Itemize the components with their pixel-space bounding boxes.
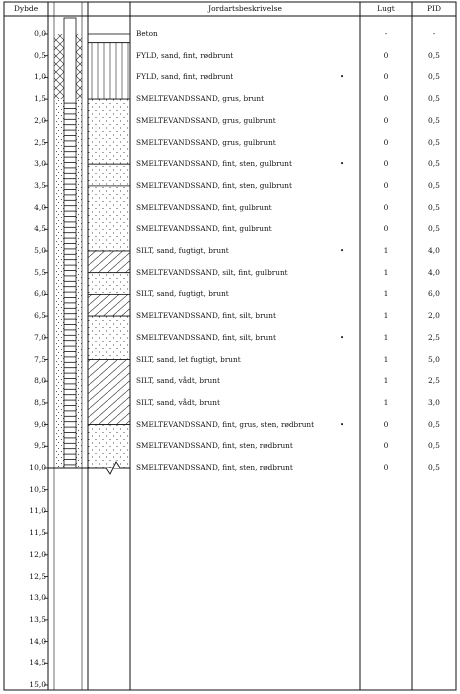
lugt-value: 0 <box>383 159 389 169</box>
pid-value: 3,0 <box>428 397 440 407</box>
sample-mark: • <box>340 160 345 169</box>
depth-label: 7,5 <box>34 354 46 364</box>
depth-label: 0,5 <box>34 50 46 60</box>
lithology-sand <box>88 99 130 164</box>
pid-value: 2,5 <box>428 332 440 342</box>
lugt-value: 1 <box>383 376 389 386</box>
depth-label: 4,5 <box>34 224 46 234</box>
lithology-concrete <box>88 34 130 43</box>
lugt-value: 0 <box>383 94 389 104</box>
layer-description: SILT, sand, let fugtigt, brunt <box>136 354 241 364</box>
layer-description: SMELTEVANDSSAND, fint, sten, gulbrunt <box>136 159 292 169</box>
depth-label: 9,5 <box>34 441 46 451</box>
depth-label: 5,0 <box>34 246 46 255</box>
lugt-value: 0 <box>383 115 389 125</box>
lugt-value: 0 <box>383 202 389 212</box>
layer-description: SMELTEVANDSSAND, fint, gulbrunt <box>136 224 272 234</box>
depth-label: 9,0 <box>34 419 46 429</box>
header-depth: Dybde <box>13 4 39 13</box>
lithology-fill <box>88 43 130 99</box>
depth-label: 6,0 <box>34 289 46 299</box>
pid-value: - <box>432 29 436 38</box>
lugt-value: 0 <box>383 50 389 60</box>
layer-description: SMELTEVANDSSAND, grus, gulbrunt <box>136 115 276 125</box>
layer-description: FYLD, sand, fint, rødbrunt <box>136 72 234 82</box>
layer-description: SMELTEVANDSSAND, fint, gulbrunt <box>136 202 272 212</box>
lugt-value: 1 <box>383 246 389 255</box>
layer-description: SMELTEVANDSSAND, fint, sten, rødbrunt <box>136 463 293 472</box>
layer-description: SILT, sand, vådt, brunt <box>136 376 220 386</box>
lugt-value: 1 <box>383 289 389 299</box>
pid-value: 2,5 <box>428 376 440 386</box>
depth-label: 13,5 <box>29 614 46 624</box>
depth-label: 12,0 <box>29 549 46 559</box>
lithology-sand <box>88 186 130 251</box>
depth-label: 7,0 <box>34 332 46 342</box>
lugt-value: 1 <box>383 397 389 407</box>
layer-description: SMELTEVANDSSAND, grus, brunt <box>136 94 265 104</box>
pid-value: 5,0 <box>428 354 440 364</box>
depth-label: 1,5 <box>34 94 46 104</box>
depth-label: 1,0 <box>34 72 46 82</box>
layer-description: SILT, sand, fugtigt, brunt <box>136 246 229 255</box>
depth-label: 15,0 <box>29 680 46 689</box>
depth-label: 14,5 <box>29 658 46 668</box>
layer-description: SMELTEVANDSSAND, fint, sten, rødbrunt <box>136 441 293 451</box>
layer-description: Beton <box>136 29 158 38</box>
depth-label: 8,5 <box>34 397 46 407</box>
depth-label: 2,5 <box>34 137 46 147</box>
depth-label: 10,0 <box>29 463 46 472</box>
pid-value: 4,0 <box>428 267 440 277</box>
lugt-value: 0 <box>383 72 389 82</box>
depth-label: 6,5 <box>34 311 46 321</box>
lithology-sand <box>88 425 130 468</box>
lugt-value: 1 <box>383 267 389 277</box>
layer-description: SILT, sand, fugtigt, brunt <box>136 289 229 299</box>
depth-label: 12,5 <box>29 571 46 581</box>
layer-description: SMELTEVANDSSAND, fint, grus, sten, rødbrunt <box>136 419 315 429</box>
layer-description: SMELTEVANDSSAND, fint, silt, brunt <box>136 311 276 321</box>
layer-description: FYLD, sand, fint, rødbrunt <box>136 50 234 60</box>
lugt-value: 0 <box>383 419 389 429</box>
depth-label: 11,5 <box>29 528 46 538</box>
pid-value: 0,5 <box>428 50 440 60</box>
lugt-value: 1 <box>383 354 389 364</box>
depth-label: 10,5 <box>29 484 46 494</box>
header-description: Jordartsbeskrivelse <box>208 4 282 13</box>
sample-mark: • <box>340 247 345 255</box>
lugt-value: 1 <box>383 311 389 321</box>
pid-value: 0,5 <box>428 224 440 234</box>
depth-label: 3,5 <box>34 180 46 190</box>
lugt-value: 1 <box>383 332 389 342</box>
layer-description: SMELTEVANDSSAND, grus, gulbrunt <box>136 137 276 147</box>
lithology-sand <box>88 316 130 359</box>
sample-mark: • <box>340 420 345 429</box>
pid-value: 0,5 <box>428 463 440 472</box>
depth-label: 4,0 <box>34 202 46 212</box>
lithology-silt <box>88 294 130 316</box>
lithology-silt <box>88 360 130 425</box>
lithology-sand <box>88 164 130 186</box>
depth-label: 5,5 <box>34 267 46 277</box>
sample-mark: • <box>340 333 345 342</box>
depth-label: 0,0 <box>34 29 46 38</box>
pid-value: 0,5 <box>428 137 440 147</box>
depth-label: 13,0 <box>29 593 46 603</box>
depth-label: 2,0 <box>34 115 46 125</box>
lugt-value: 0 <box>383 137 389 147</box>
layer-description: SMELTEVANDSSAND, silt, fint, gulbrunt <box>136 267 288 277</box>
header-lugt: Lugt <box>377 4 395 13</box>
pid-value: 2,0 <box>428 311 440 321</box>
pid-value: 4,0 <box>428 246 440 255</box>
depth-label: 14,0 <box>29 636 46 646</box>
lugt-value: 0 <box>383 180 389 190</box>
depth-label: 8,0 <box>34 376 46 386</box>
pid-value: 6,0 <box>428 289 440 299</box>
sample-mark: • <box>340 73 345 82</box>
lithology-sand <box>88 273 130 295</box>
layer-description: SILT, sand, vådt, brunt <box>136 397 220 407</box>
lugt-value: 0 <box>383 441 389 451</box>
pid-value: 0,5 <box>428 115 440 125</box>
pid-value: 0,5 <box>428 94 440 104</box>
pid-value: 0,5 <box>428 159 440 169</box>
pid-value: 0,5 <box>428 202 440 212</box>
depth-label: 11,0 <box>29 506 46 516</box>
lugt-value: 0 <box>383 463 389 472</box>
layer-description: SMELTEVANDSSAND, fint, silt, brunt <box>136 332 276 342</box>
layer-description: SMELTEVANDSSAND, fint, sten, gulbrunt <box>136 180 292 190</box>
pid-value: 0,5 <box>428 419 440 429</box>
lithology-silt <box>88 251 130 273</box>
lugt-value: 0 <box>383 224 389 234</box>
header-pid: PID <box>426 4 442 13</box>
pid-value: 0,5 <box>428 441 440 451</box>
pid-value: 0,5 <box>428 180 440 190</box>
pid-value: 0,5 <box>428 72 440 82</box>
depth-label: 3,0 <box>34 159 46 169</box>
lugt-value: - <box>384 29 388 38</box>
